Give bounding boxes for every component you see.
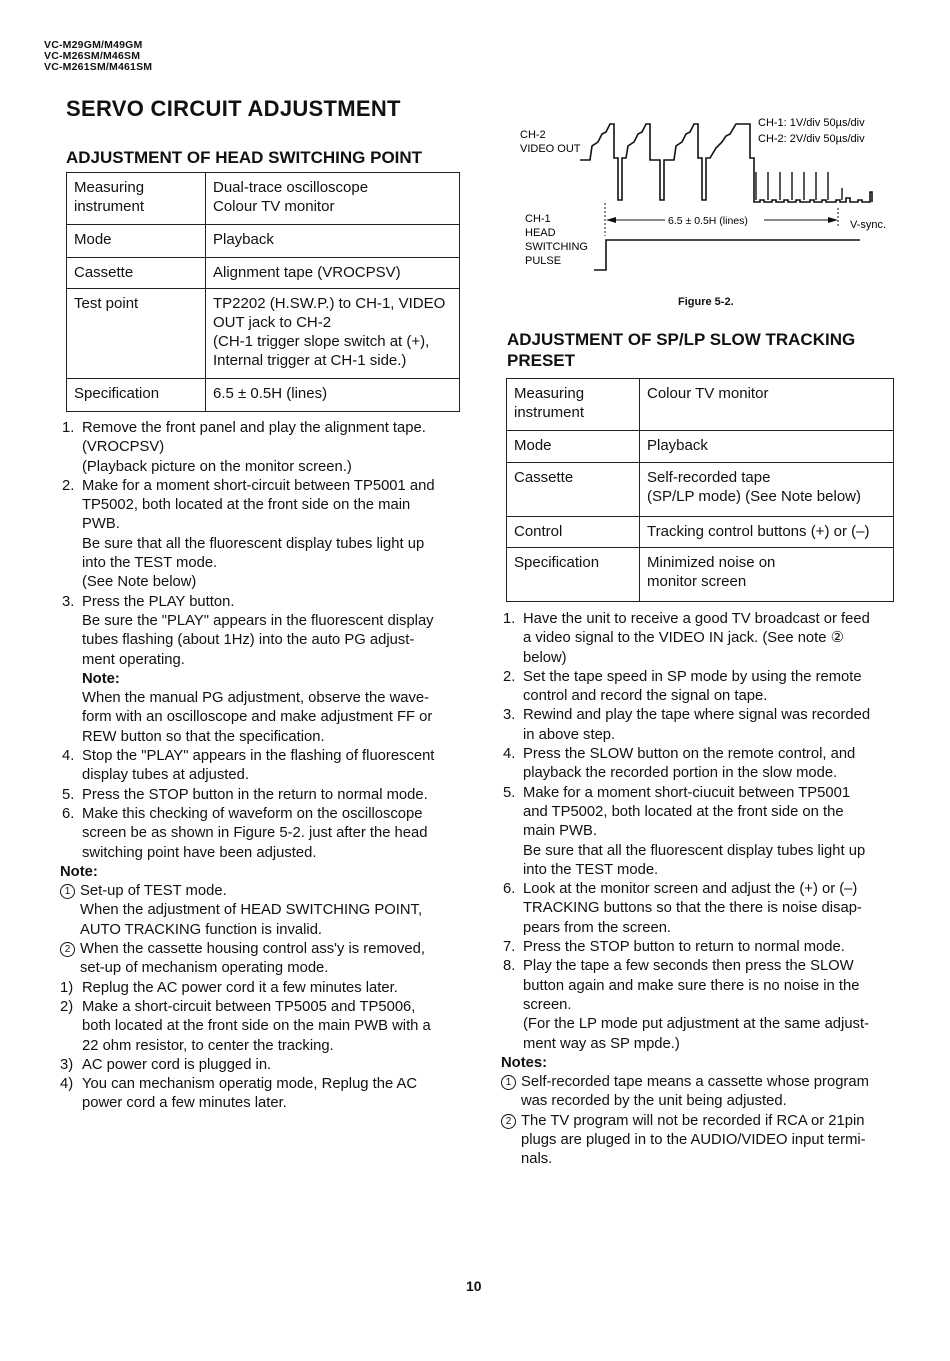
section-heading-head-switching: ADJUSTMENT OF HEAD SWITCHING POINT xyxy=(66,148,423,167)
spec-value: Playback xyxy=(206,225,460,258)
ch1-switching-trace xyxy=(594,240,860,270)
spec-row xyxy=(67,173,460,225)
substep-text: AC power cord is plugged in. xyxy=(82,1056,272,1073)
spec-row xyxy=(67,225,460,258)
step-text: Make for a moment short-circuit between TP5001 and TP5002, both located at the front side on the main PWB. Be sure that all the fluorescent display tubes light up into the TEST mode. (See Note below) xyxy=(82,477,435,591)
interval-label: 6.5 ± 0.5H (lines) xyxy=(668,215,748,227)
procedure-note xyxy=(62,689,462,747)
step-number: 3. xyxy=(503,707,516,724)
step-text: Rewind and play the tape where signal was recorded in above step. xyxy=(523,707,871,743)
procedure-step xyxy=(62,593,462,670)
procedure-step xyxy=(503,610,895,668)
procedure-step xyxy=(503,745,895,784)
spec-table-head-switching xyxy=(66,172,460,412)
spec-row xyxy=(67,258,460,289)
substep-text: Replug the AC power cord it a few minutes later. xyxy=(82,979,398,996)
step-text: Press the STOP button to return to normal mode. xyxy=(523,939,845,956)
note-text: Self-recorded tape means a cassette whose program was recorded by the unit being adjusted. xyxy=(521,1074,869,1110)
substep xyxy=(62,1056,462,1075)
spec-row xyxy=(507,517,894,548)
step-number: 5. xyxy=(62,786,75,803)
note-text: Set-up of TEST mode. When the adjustment of HEAD SWITCHING POINT, AUTO TRACKING function is invalid. xyxy=(80,883,423,938)
scale-ch2-label: CH-2: 2V/div 50µs/div xyxy=(758,133,865,145)
step-number: 1. xyxy=(503,611,516,627)
substep-text: Make a short-circuit between TP5005 and TP5006, both located at the front side on the main PWB with a 22 ohm resistor, to center the tracking. xyxy=(82,998,431,1054)
step-text: Make this checking of waveform on the oscilloscope screen be as shown in Figure 5-2. just after the head switching point have been adjusted. xyxy=(82,805,428,861)
step-text: Make for a moment short-ciucuit between TP5001 and TP5002, both located at the front side on the main PWB. Be sure that all the fluorescent display tubes light up into the TEST mode. xyxy=(523,784,866,878)
procedure-list-slow-tracking xyxy=(503,610,895,1170)
model-line: VC-M29GM/M49GM xyxy=(44,39,143,51)
procedure-step xyxy=(62,805,462,863)
note-label: Note: xyxy=(82,670,120,687)
step-number: 4. xyxy=(503,746,516,763)
circled-number: 2 xyxy=(60,942,75,957)
step-number: 6. xyxy=(62,805,75,822)
note-text: The TV program will not be recorded if RCA or 21pin plugs are pluged in to the AUDIO/VIDEO input termi- nals. xyxy=(521,1112,866,1168)
step-text: Press the PLAY button. Be sure the "PLAY" appears in the fluorescent display tubes flashing (about 1Hz) into the auto PG adjust- ment operating. xyxy=(82,593,434,668)
spec-value: Colour TV monitor xyxy=(640,379,894,431)
step-text: Look at the monitor screen and adjust the (+) or (–) TRACKING buttons so that the there is noise disap- pears from the screen. xyxy=(523,881,862,936)
spec-label: Cassette xyxy=(67,258,206,289)
label-line: SWITCHING xyxy=(525,241,588,253)
note-item xyxy=(62,882,462,940)
label-line: PULSE xyxy=(525,255,562,267)
procedure-step xyxy=(62,786,462,805)
spec-row xyxy=(507,463,894,517)
procedure-step xyxy=(62,419,462,477)
model-list xyxy=(44,40,152,73)
circled-number: 2 xyxy=(501,1114,516,1129)
step-number: 7. xyxy=(503,939,516,956)
spec-label: Cassette xyxy=(507,463,640,517)
model-line: VC-M26SM/M46SM xyxy=(44,50,141,62)
label-line: VIDEO OUT xyxy=(520,143,581,155)
procedure-step xyxy=(503,668,895,707)
note-item xyxy=(503,1073,895,1112)
ch1-label: CH-1 HEAD SWITCHING PULSE xyxy=(525,213,588,267)
equalizing-pulses xyxy=(756,172,842,200)
substep xyxy=(62,979,462,998)
substep xyxy=(62,998,462,1056)
note-text: When the manual PG adjustment, observe the wave- form with an oscilloscope and make adjustment FF or REW button so that the specification. xyxy=(82,690,433,745)
step-text: Stop the "PLAY" appears in the flashing of fluorescent display tubes at adjusted. xyxy=(82,748,435,784)
step-text: Set the tape speed in SP mode by using the remote control and record the signal on tape. xyxy=(523,668,862,705)
circled-number: 1 xyxy=(501,1075,516,1090)
ch2-video-trace xyxy=(580,124,754,200)
spec-label: Specification xyxy=(507,548,640,602)
spec-label: Measuring instrument xyxy=(67,173,206,225)
label-line: HEAD xyxy=(525,227,556,239)
procedure-note-label xyxy=(62,670,462,689)
spec-label: Specification xyxy=(67,379,206,412)
spec-label: Measuring instrument xyxy=(507,379,640,431)
arrowhead-left xyxy=(606,217,616,223)
step-number: 2. xyxy=(62,477,75,494)
arrowhead-right xyxy=(828,217,838,223)
ch2-label: CH-2 VIDEO OUT xyxy=(520,129,581,155)
procedure-step xyxy=(62,747,462,786)
spec-row xyxy=(67,379,460,412)
spec-row xyxy=(507,431,894,463)
spec-value: Dual-trace oscilloscope Colour TV monitor xyxy=(206,173,460,225)
procedure-step xyxy=(503,957,895,1053)
step-text: Have the unit to receive a good TV broadcast or feed a video signal to the VIDEO IN jack. (See note ② below) xyxy=(523,611,870,666)
vsync-pulse-train xyxy=(754,192,872,202)
procedure-list-head-switching xyxy=(62,419,462,1114)
section-heading-slow-tracking: ADJUSTMENT OF SP/LP SLOW TRACKING PRESET xyxy=(507,330,856,370)
spec-label: Mode xyxy=(67,225,206,258)
spec-value: Tracking control buttons (+) or (–) xyxy=(640,517,894,548)
page-number: 10 xyxy=(466,1278,482,1294)
spec-row xyxy=(67,289,460,379)
spec-value: Alignment tape (VROCPSV) xyxy=(206,258,460,289)
spec-value: Self-recorded tape (SP/LP mode) (See Note below) xyxy=(640,463,894,517)
note-item xyxy=(62,940,462,979)
note-heading: Note: xyxy=(60,863,98,880)
step-number: 1. xyxy=(62,420,75,436)
spec-value: TP2202 (H.SW.P.) to CH-1, VIDEO OUT jack to CH-2 (CH-1 trigger slope switch at (+), Internal trigger at CH-1 side.) xyxy=(206,289,460,379)
step-number: 4. xyxy=(62,748,75,765)
procedure-step xyxy=(62,477,462,593)
page-title: SERVO CIRCUIT ADJUSTMENT xyxy=(66,96,401,121)
substep-number: 3) xyxy=(60,1056,74,1073)
substep-number: 1) xyxy=(60,979,74,996)
waveform-figure xyxy=(510,110,910,280)
spec-row xyxy=(507,548,894,602)
substep-text: You can mechanism operatig mode, Replug the AC power cord a few minutes later. xyxy=(82,1076,418,1112)
vsync-label: V-sync. xyxy=(850,219,887,231)
step-number: 3. xyxy=(62,593,75,610)
spec-label: Test point xyxy=(67,289,206,379)
spec-value: Minimized noise on monitor screen xyxy=(640,548,894,602)
spec-row xyxy=(507,379,894,431)
note-item xyxy=(503,1112,895,1170)
model-line: VC-M261SM/M461SM xyxy=(44,61,153,73)
step-text: Press the STOP button in the return to normal mode. xyxy=(82,786,428,803)
procedure-step xyxy=(503,938,895,957)
spec-table-slow-tracking xyxy=(506,378,894,602)
procedure-step xyxy=(503,880,895,938)
step-number: 6. xyxy=(503,881,516,898)
substep-number: 2) xyxy=(60,998,74,1015)
substep xyxy=(62,1075,462,1114)
spec-label: Mode xyxy=(507,431,640,463)
spec-value: 6.5 ± 0.5H (lines) xyxy=(206,379,460,412)
scale-ch1-label: CH-1: 1V/div 50µs/div xyxy=(758,117,865,129)
notes-heading: Notes: xyxy=(501,1054,548,1071)
spec-value: Playback xyxy=(640,431,894,463)
step-number: 2. xyxy=(503,668,516,685)
note-text: When the cassette housing control ass'y is removed, set-up of mechanism operating mode. xyxy=(80,941,425,977)
circled-number: 1 xyxy=(60,884,75,899)
step-text: Play the tape a few seconds then press the SLOW button again and make sure there is no noise in the screen. (For the LP mode put adjustment at the same adjust- ment way as SP mpde.) xyxy=(523,958,869,1052)
spec-label: Control xyxy=(507,517,640,548)
step-text: Remove the front panel and play the alignment tape. (VROCPSV) (Playback picture on the monitor screen.) xyxy=(82,420,426,475)
procedure-step xyxy=(503,706,895,745)
figure-caption: Figure 5-2. xyxy=(678,296,734,308)
step-number: 5. xyxy=(503,784,516,801)
step-number: 8. xyxy=(503,958,516,975)
step-text: Press the SLOW button on the remote control, and playback the recorded portion in the slow mode. xyxy=(523,746,856,782)
procedure-step xyxy=(503,784,895,880)
substep-number: 4) xyxy=(60,1076,74,1093)
